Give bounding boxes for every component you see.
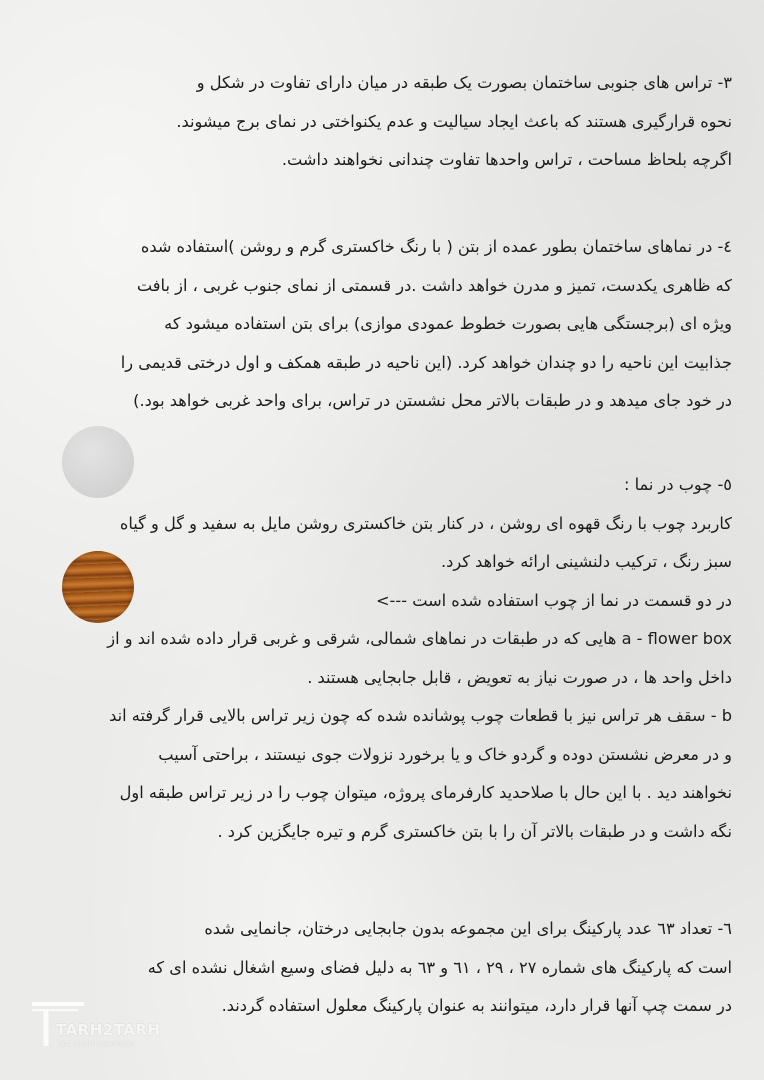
- section-3-terraces: [27, 64, 732, 180]
- text-line: کاربرد چوب با رنگ قهوه ای روشن ، در کنار بتن خاکستری روشن مایل به سفید و گل و گیاه: [119, 513, 732, 533]
- text-line: سبز رنگ ، ترکیب دلنشینی ارائه خواهد کرد.: [441, 552, 732, 571]
- section-5-wood-facade: [27, 466, 732, 851]
- text-line: ویژه ای (برجستگی هایی بصورت خطوط عمودی موازی) برای بتن استفاده میشود که: [164, 314, 732, 333]
- text-line: ٤- در نماهای ساختمان بطور عمده از بتن ( با رنگ خاکستری گرم و روشن )استفاده شده: [140, 237, 732, 256]
- text-line: در سمت چپ آنها قرار دارد، میتوانند به عنوان پارکینگ معلول استفاده گردند.: [221, 996, 732, 1015]
- text-line: a - flower box هایی که در طبقات در نماهای شمالی، شرقی و غربی قرار داده شده اند و از: [107, 629, 732, 648]
- text-line: در خود جای میدهد و در طبقات بالاتر محل نشستن در تراس، برای واحد غربی خواهد بود.): [133, 391, 732, 410]
- text-line: ٦- تعداد ٦٣ عدد پارکینگ برای این مجموعه بدون جابجایی درختان، جانمایی شده: [204, 919, 732, 938]
- section-4-concrete-facade: [27, 228, 732, 421]
- text-line: نخواهند دید . با این حال با صلاحدید کارفرمای پروژه، میتوان چوب را در زیر تراس طبقه اول: [119, 783, 732, 802]
- text-line: در دو قسمت در نما از چوب استفاده شده است --->: [375, 590, 732, 610]
- logo-tagline: ALL RIGHT RESERVED: [58, 1040, 135, 1048]
- text-line: b - سقف هر تراس نیز با قطعات چوب پوشانده شده که چون زیر تراس بالایی قرار گرفته اند: [109, 706, 732, 725]
- text-line: است که پارکینگ های شماره ۲۷ ، ۲۹ ، ٦١ و ٦٣ به دلیل فضای وسیع اشغال نشده ای که: [147, 957, 732, 977]
- text-line: که ظاهری یکدست، تمیز و مدرن خواهد داشت .در قسمتی از نمای جنوب غربی ، از بافت: [136, 275, 732, 295]
- text-line: ۳- تراس های جنوبی ساختمان بصورت یک طبقه در میان دارای تفاوت در شکل و: [196, 73, 732, 92]
- text-line: نحوه قرارگیری هستند که باعث ایجاد سیالیت و عدم یکنواختی در نمای برج میشوند.: [176, 111, 732, 131]
- wood-swatch-icon: [62, 551, 134, 623]
- text-line: ٥- چوب در نما :: [623, 475, 732, 494]
- text-line: اگرچه بلحاظ مساحت ، تراس واحدها تفاوت چندانی نخواهند داشت.: [281, 150, 732, 169]
- text-line: نگه داشت و در طبقات بالاتر آن را با بتن خاکستری گرم و تیره جایگزین کرد .: [217, 821, 732, 841]
- text-line: و در معرض نشستن دوده و گردو خاک و یا برخورد نزولات جوی نیستند ، براحتی آسیب: [158, 744, 732, 764]
- text-line: جذابیت این ناحیه را دو چندان خواهد کرد. (این ناحیه در طبقه همکف و اول درختی قدیمی را: [120, 352, 732, 372]
- text-line: داخل واحد ها ، در صورت نیاز به تعویض ، قابل جابجایی هستند .: [307, 667, 732, 687]
- logo-wordmark: TARH2TARH: [56, 1021, 161, 1039]
